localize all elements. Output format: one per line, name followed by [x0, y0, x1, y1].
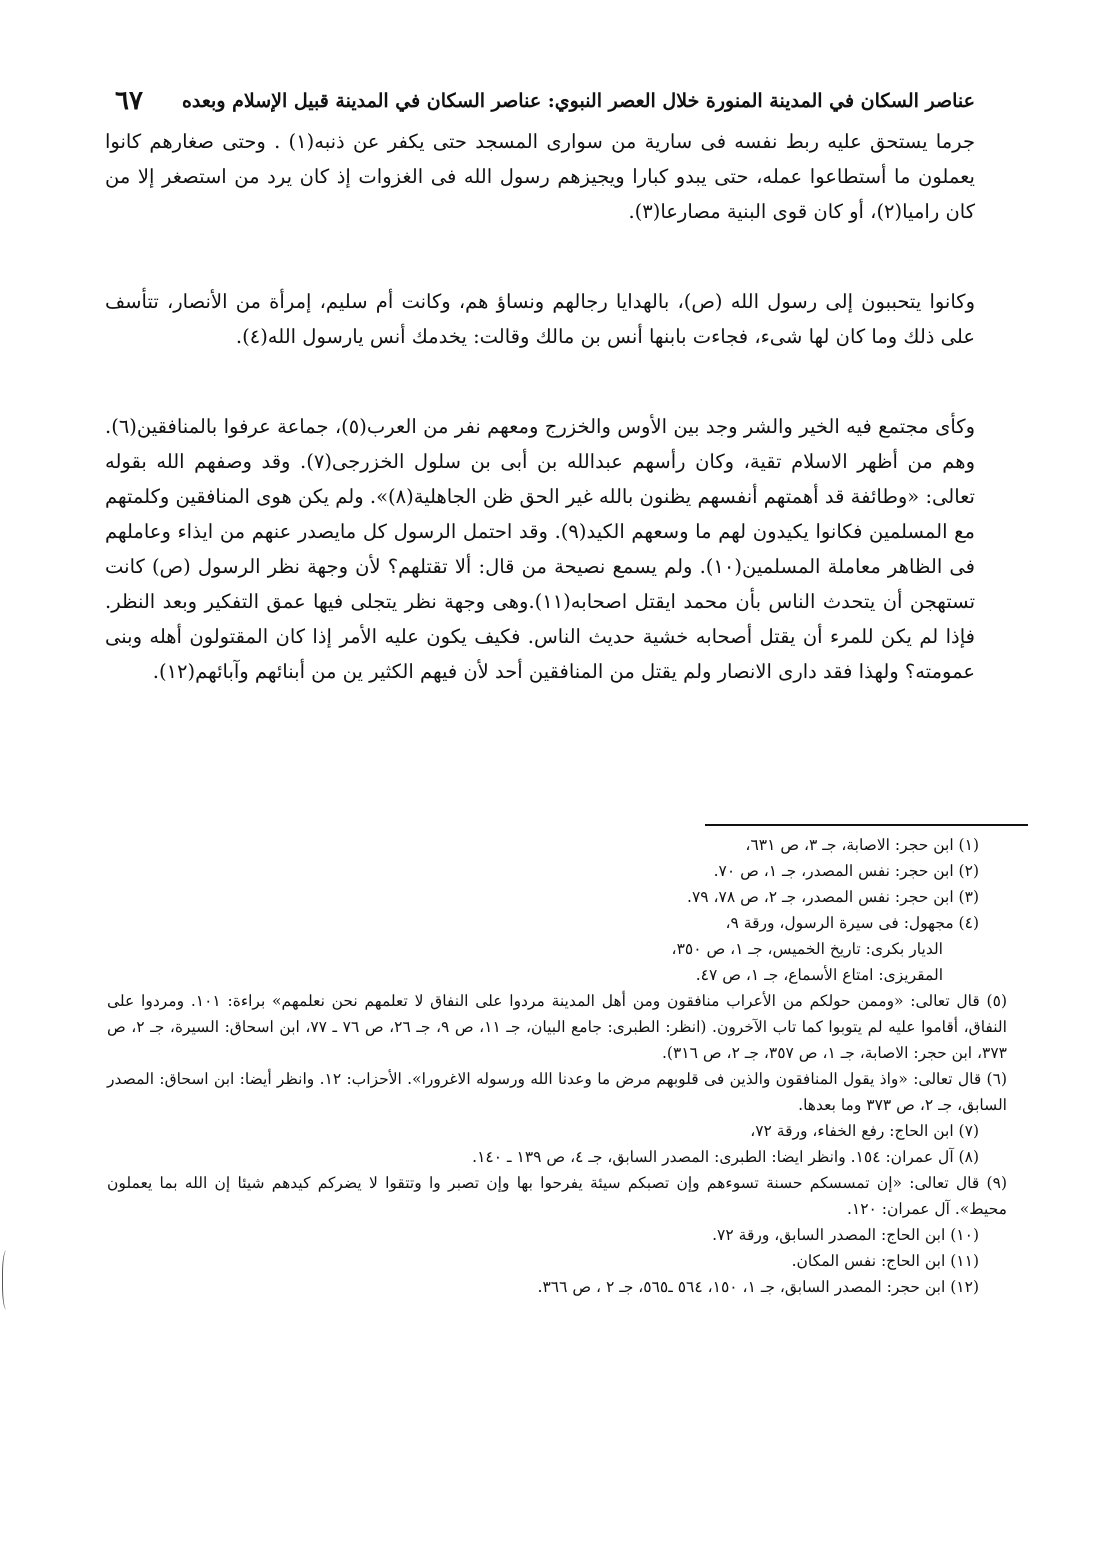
paragraph: وكانوا يتحببون إلى رسول الله (ص)، بالهدايا رجالهم ونساؤ هم، وكانت أم سليم، إمرأة من الأنصار، تتأسف على ذلك وما كان لها شىء، فجاءت بابنها أنس بن مالك وقالت: يخدمك أنس يارسول الله(٤).: [105, 290, 975, 348]
footnote: (٩) قال تعالى: «إن تمسسكم حسنة تسوءهم وإن تصبكم سيئة يفرحوا بها وإن تصبر وا وتتقوا لا يضركم كيدهم شيئا إن الله بما يعملون محيط». آل عمران: ١٢٠.: [107, 1174, 1007, 1218]
footnote: (٥) قال تعالى: «وممن حولكم من الأعراب منافقون ومن أهل المدينة مردوا على النفاق لا تعلمهم نحن نعلمهم» براءة: ١٠١. ومردوا على النفاق، أقاموا عليه لم يتوبوا كما تاب الآخرون. (انظر: الطبرى: جامع البيان، جـ ١١، ص ٩، جـ ٢٦، ص ٧٦ ـ ٧٧، ابن اسحاق: السيرة، جـ ٢، ص ٣٧٣، ابن حجر: الاصابة، جـ ١، ص ٣٥٧، جـ ٢، ص ٣١٦).: [107, 992, 1007, 1062]
paragraph: جرما يستحق عليه ربط نفسه فى سارية من سوارى المسجد حتى يكفر عن ذنبه(١) . وحتى صغارهم كانوا يعملون ما أستطاعوا عمله، حتى يبدو كبارا ويجيزهم رسول الله فى الغزوات إذ كان يرد من استصغر إلا من كان راميا(٢)، أو كان قوى البنية مصارعا(٣).: [105, 130, 975, 223]
footnote: (١٢) ابن حجر: المصدر السابق، جـ ١، ١٥٠، ٥٦٤ ـ٥٦٥، جـ ٢ ، ص ٣٦٦.: [537, 1278, 979, 1296]
footnote: (١٠) ابن الحاج: المصدر السابق، ورقة ٧٢.: [712, 1226, 979, 1244]
footnote-continuation: المقريزى: امتاع الأسماع، جـ ١، ص ٤٧.: [695, 966, 943, 984]
footnote: (١) ابن حجر: الاصابة، جـ ٣، ص ٦٣١،: [745, 836, 979, 854]
footnote: (٤) مجهول: فى سيرة الرسول، ورقة ٩،: [725, 914, 979, 932]
footnotes: [107, 832, 1007, 1300]
page-header: [115, 86, 975, 120]
running-title: عناصر السكان في المدينة المنورة خلال العصر النبوي: عناصر السكان في المدينة قبيل الإسلام وبعده: [181, 90, 975, 112]
footnote: (٣) ابن حجر: نفس المصدر، جـ ٢، ص ٧٨، ٧٩.: [687, 888, 979, 906]
page-number: ٦٧: [115, 86, 143, 116]
scan-edge-mark: [2, 1250, 13, 1310]
footnote: (٨) آل عمران: ١٥٤. وانظر ايضا: الطبرى: المصدر السابق، جـ ٤، ص ١٣٩ ـ ١٤٠.: [472, 1148, 979, 1166]
body-text: [105, 124, 975, 689]
footnote: (٧) ابن الحاج: رفع الخفاء، ورقة ٧٢،: [750, 1122, 979, 1140]
paragraph: وكأى مجتمع فيه الخير والشر وجد بين الأوس والخزرج ومعهم نفر من العرب(٥)، جماعة عرفوا بالمنافقين(٦). وهم من أظهر الاسلام تقية، وكان رأسهم عبدالله بن أبى بن سلول الخزرجى(٧). وقد وصفهم الله بقوله تعالى: «وطائفة قد أهمتهم أنفسهم يظنون بالله غير الحق ظن الجاهلية(٨)». ولم يكن هوى المنافقين وكلمتهم مع المسلمين فكانوا يكيدون لهم ما وسعهم الكيد(٩). وقد احتمل الرسول كل مايصدر عنهم من ايذاء وعاملهم فى الظاهر معاملة المسلمين(١٠). ولم يسمع نصيحة من قال: ألا تقتلهم؟ لأن وجهة نظر الرسول (ص) كانت تستهجن أن يتحدث الناس بأن محمد ايقتل اصحابه(١١).وهى وجهة نظر يتجلى فيها عمق التفكير وبعد النظر. فإذا لم يكن للمرء أن يقتل أصحابه خشية حديث الناس. فكيف يكون عليه الأمر إذا كان المقتولون أهله وبنى عمومته؟ ولهذا فقد دارى الانصار ولم يقتل من المنافقين أحد لأن فيهم الكثير ين من أبنائهم وآبائهم(١٢).: [105, 415, 975, 683]
footnote: (٦) قال تعالى: «واذ يقول المنافقون والذين فى قلوبهم مرض ما وعدنا الله ورسوله الاغرورا». الأحزاب: ١٢. وانظر أيضا: ابن اسحاق: المصدر السابق، جـ ٢، ص ٣٧٣ وما بعدها.: [107, 1070, 1007, 1114]
footnote: (١١) ابن الحاج: نفس المكان.: [791, 1252, 979, 1270]
footnote-separator: [705, 824, 1028, 826]
footnote-continuation: الديار بكرى: تاريخ الخميس، جـ ١، ص ٣٥٠،: [671, 940, 943, 958]
footnote: (٢) ابن حجر: نفس المصدر، جـ ١، ص ٧٠.: [713, 862, 979, 880]
